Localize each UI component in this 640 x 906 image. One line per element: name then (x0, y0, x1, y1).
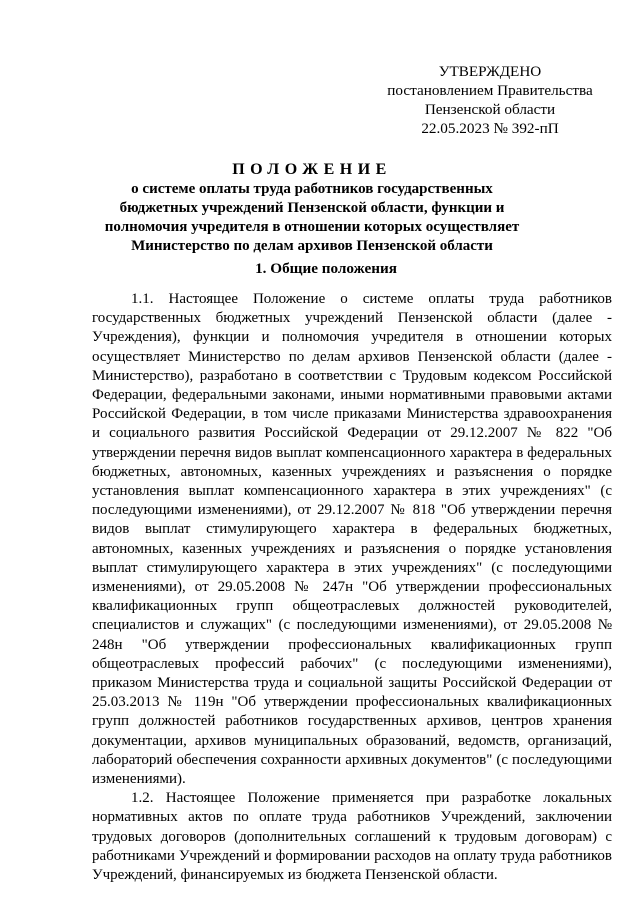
approval-region: Пензенской области (424, 101, 556, 118)
title-subtitle: о системе оплаты труда работников государственных бюджетных учреждений Пензенской области, функции и полномочия учредителя в отношении которых осуществляет Министерство по делам архивов Пензенской области (104, 181, 520, 254)
paragraph-1-1: 1.1. Настоящее Положение о системе оплаты труда работников государственных бюджетных учреждений Пензенской области (далее - Учреждения), функции и полномочия учредителя в отношении которых осуществляет Министерство по делам архивов Пензенской области (далее - Министерство), разработано в соответствии с Трудовым кодексом Российской Федерации, федеральными законами, иными нормативными правовыми актами Российской Федерации, в том числе приказами Министерства здравоохранения и социального развития Российской Федерации от 29.12.2007 № 822 "Об утверждении перечня видов выплат компенсационного характера в федеральных бюджетных, автономных, казенных учреждениях и разъяснения о порядке установления выплат компенсационного характера в этих учреждениях" (с последующими изменениями), от 29.12.2007 № 818 "Об утверждении перечня видов выплат стимулирующего характера в федеральных бюджетных, автономных, казенных учреждениях и разъяснения о порядке установления выплат стимулирующего характера в этих учреждениях" (с последующими изменениями), от 29.05.2008 № 247н "Об утверждении профессиональных квалификационных групп общеотраслевых должностей руководителей, специалистов и служащих" (с последующими изменениями), от 29.05.2008 № 248н "Об утверждении профессиональных квалификационных групп общеотраслевых профессий рабочих" (с последующими изменениями), приказом Министерства труда и социальной защиты Российской Федерации от 25.03.2013 № 119н "Об утверждении профессиональных квалификационных групп должностей работников государственных архивов, центров хранения документации, архивов муниципальных образований, ведомств, организаций, лабораторий обеспечения сохранности архивных документов" (с последующими изменениями). (92, 291, 612, 788)
approval-stamp (375, 62, 605, 138)
document-body (92, 290, 612, 885)
approval-authority: постановлением Правительства (387, 82, 593, 99)
approval-title: УТВЕРЖДЕНО (438, 63, 542, 80)
document-title (96, 160, 528, 256)
title-main: ПОЛОЖЕНИЕ (232, 161, 392, 178)
section-heading: 1. Общие положения (255, 260, 397, 277)
paragraph-1-2: 1.2. Настоящее Положение применяется при разработке локальных нормативных актов по оплате труда работников Учреждений, заключении трудовых договоров (дополнительных соглашений к трудовым договорам) с работниками Учреждений и формировании расходов на оплату труда работников Учреждений, финансируемых из бюджета Пензенской области. (92, 790, 612, 884)
approval-date-number: 22.05.2023 № 392-пП (421, 120, 559, 137)
